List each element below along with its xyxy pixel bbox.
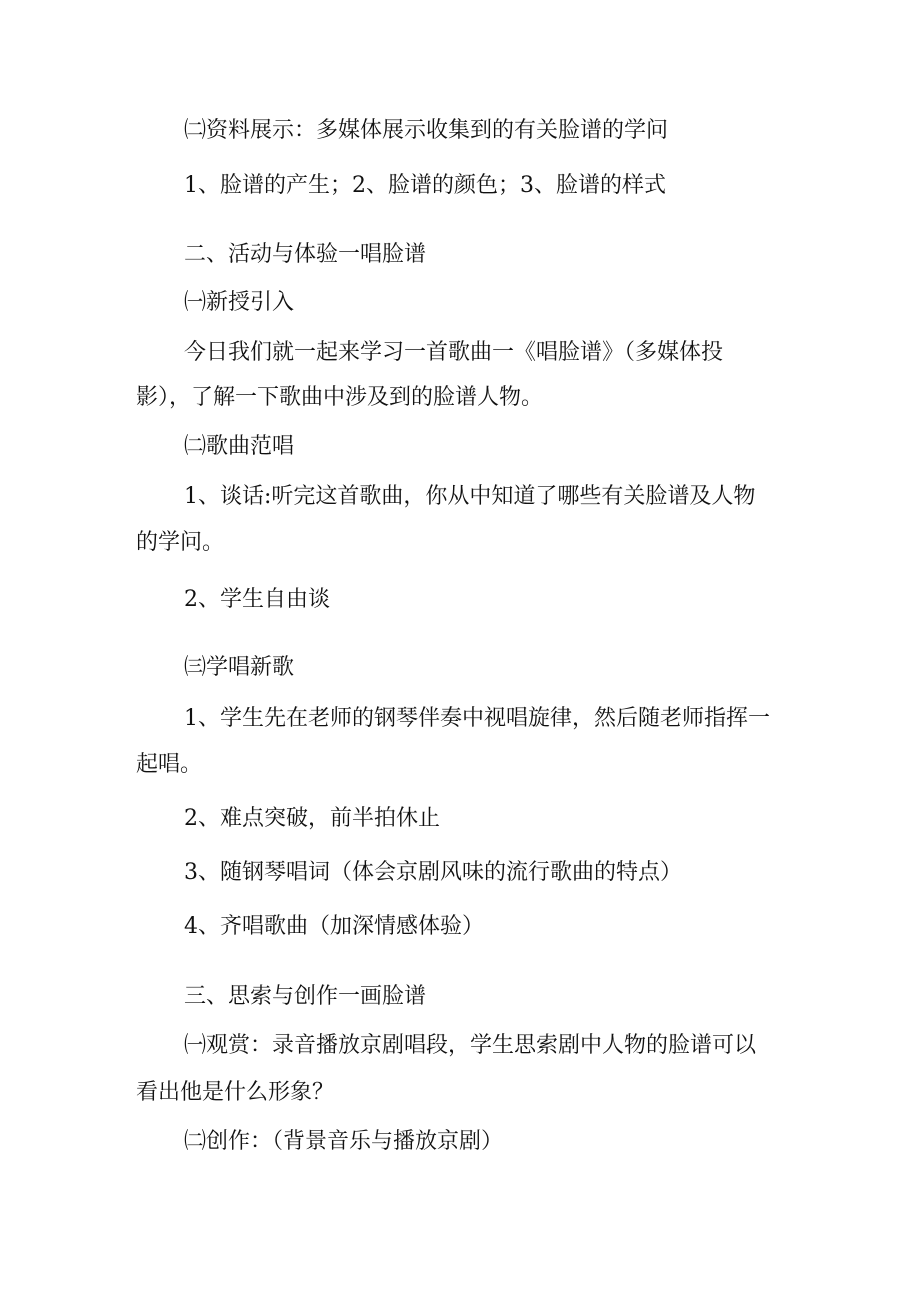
paragraph-sight-sing-line2: 起唱。	[136, 752, 203, 777]
paragraph-unison-singing: 4、齐唱歌曲（加深情感体验）	[184, 914, 484, 939]
section-heading-three: 三、思索与创作一画脸谱	[184, 984, 427, 1009]
paragraph-creation: ㈡创作：（背景音乐与播放京剧）	[184, 1129, 504, 1154]
paragraph-sing-with-piano: 3、随钢琴唱词（体会京剧风味的流行歌曲的特点）	[184, 860, 682, 885]
paragraph-materials-display: ㈡资料展示：多媒体展示收集到的有关脸谱的学问	[184, 118, 669, 143]
subheading-song-demo: ㈡歌曲范唱	[184, 434, 295, 459]
paragraph-facial-mask-topics: 1、脸谱的产生；2、脸谱的颜色；3、脸谱的样式	[184, 173, 666, 198]
section-heading-two: 二、活动与体验一唱脸谱	[184, 242, 427, 267]
paragraph-talk-line2: 的学问。	[136, 530, 225, 555]
paragraph-free-talk: 2、学生自由谈	[184, 587, 330, 612]
paragraph-talk-line1: 1、谈话:听完这首歌曲，你从中知道了哪些有关脸谱及人物	[184, 484, 756, 509]
paragraph-lesson-intro-line2: 影），了解一下歌曲中涉及到的脸谱人物。	[136, 385, 544, 410]
paragraph-appreciation-line2: 看出他是什么形象？	[136, 1080, 335, 1105]
paragraph-difficulty-breakthrough: 2、难点突破，前半拍休止	[184, 806, 440, 831]
paragraph-lesson-intro-line1: 今日我们就一起来学习一首歌曲一《唱脸谱》（多媒体投	[184, 340, 724, 365]
paragraph-sight-sing-line1: 1、学生先在老师的钢琴伴奏中视唱旋律，然后随老师指挥一	[184, 706, 770, 731]
subheading-learn-new-song: ㈢学唱新歌	[184, 655, 295, 680]
subheading-new-lesson-intro: ㈠新授引入	[184, 290, 295, 315]
paragraph-appreciation-line1: ㈠观赏：录音播放京剧唱段，学生思索剧中人物的脸谱可以	[184, 1033, 757, 1058]
